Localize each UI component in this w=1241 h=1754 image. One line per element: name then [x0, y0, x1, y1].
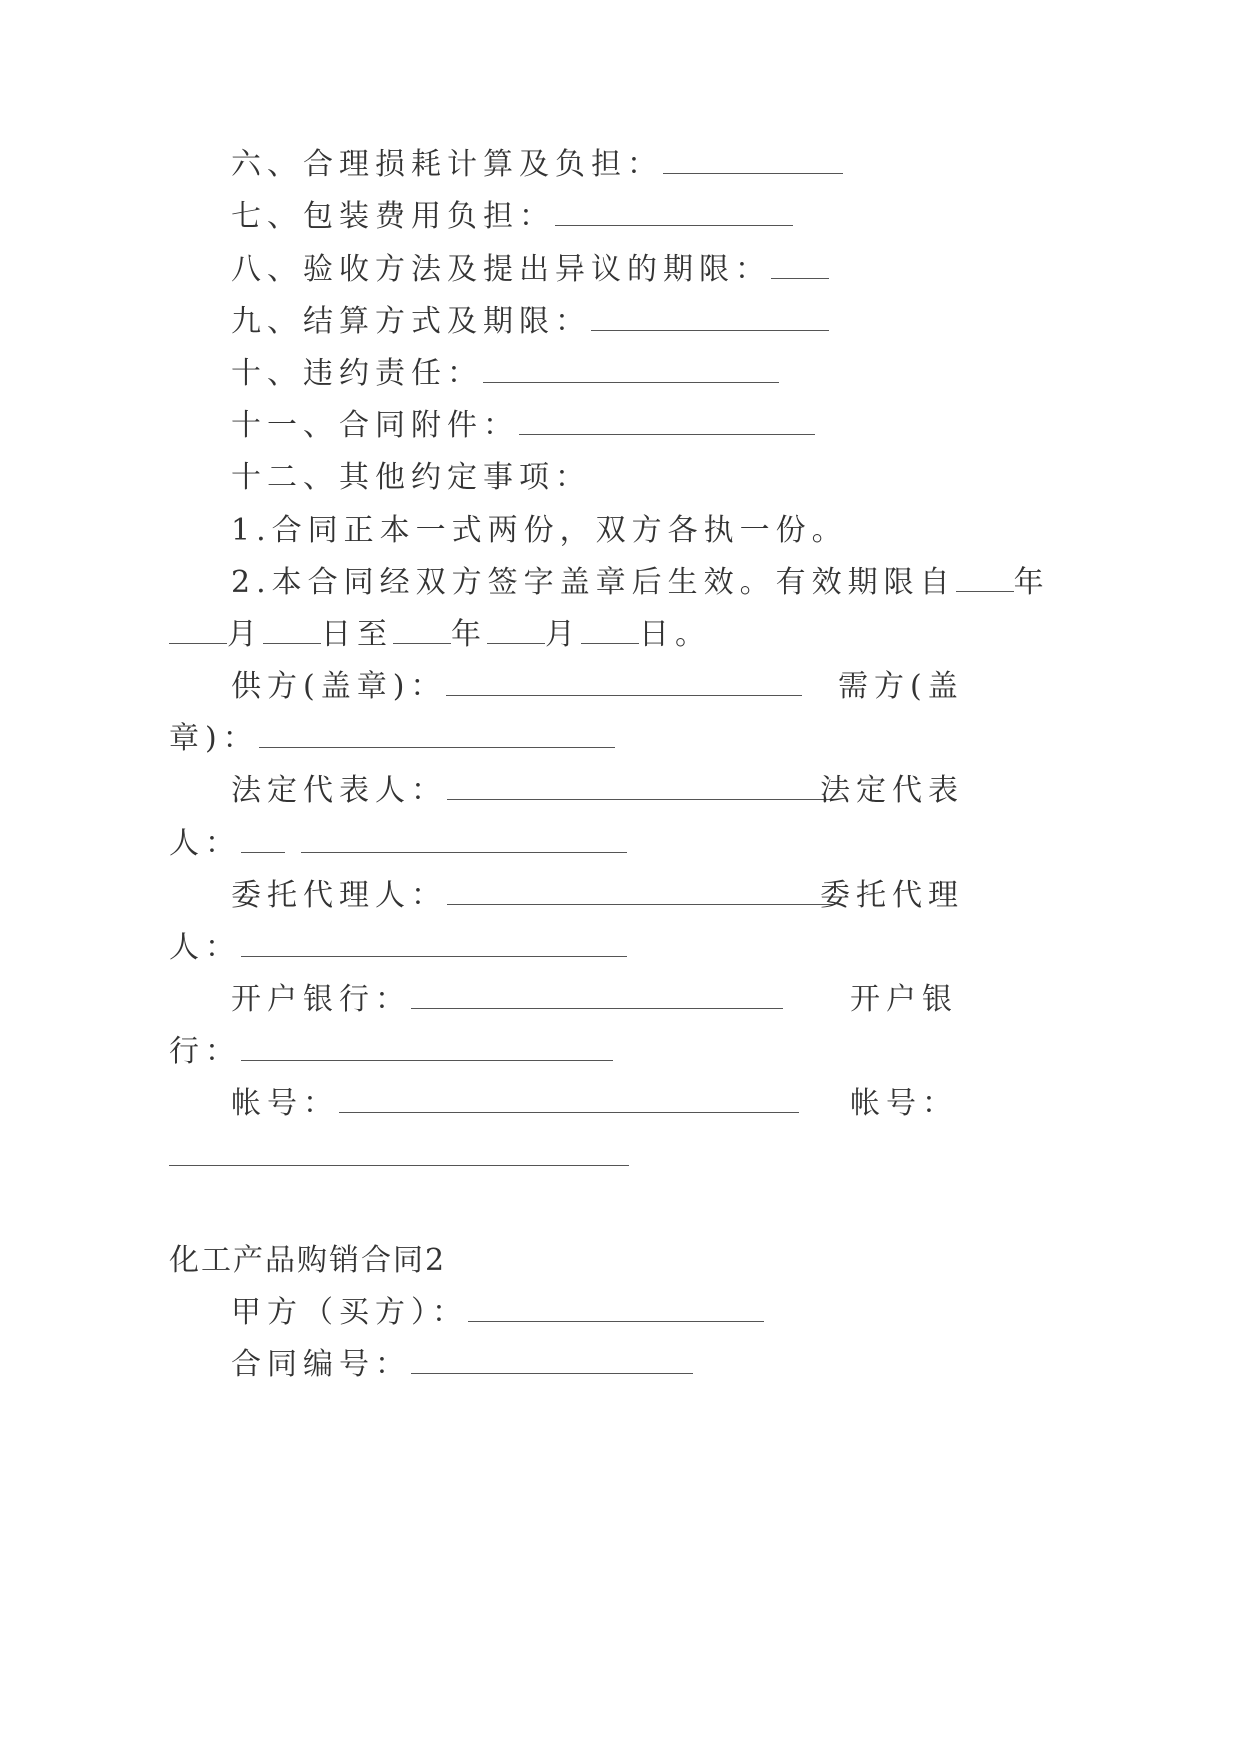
account-blank[interactable]	[339, 1086, 799, 1113]
account-line	[231, 1084, 799, 1124]
buyer-legal-rep-line	[169, 824, 627, 864]
legal-rep-right	[820, 771, 964, 811]
month-label-2: 月	[545, 617, 581, 652]
legal-rep-blank[interactable]	[447, 773, 833, 800]
bank-blank[interactable]	[411, 982, 783, 1009]
bank-label: 开户银行：	[231, 982, 411, 1017]
agent-line	[231, 876, 833, 916]
clause-6-blank[interactable]	[663, 147, 843, 174]
party-a-line	[231, 1293, 764, 1333]
buyer-seal-line	[169, 719, 615, 759]
end-day-blank[interactable]	[581, 617, 639, 644]
clause-11-blank[interactable]	[519, 408, 815, 435]
clause-11-label: 十一、合同附件：	[231, 408, 519, 443]
buyer-seal-blank[interactable]	[259, 721, 615, 748]
buyer-bank-label-cont: 行：	[169, 1034, 241, 1069]
contract-no-label: 合同编号：	[231, 1347, 411, 1382]
buyer-legal-rep-label: 法定代表	[820, 773, 964, 808]
start-month-blank[interactable]	[169, 617, 227, 644]
clause-10-blank[interactable]	[483, 356, 779, 383]
buyer-account-label: 帐号：	[850, 1086, 958, 1121]
supplier-seal-label: 供方(盖章)：	[231, 669, 447, 704]
buyer-agent-label: 委托代理	[820, 878, 964, 913]
end-year-blank[interactable]	[393, 617, 451, 644]
buyer-account-line	[169, 1137, 629, 1177]
buyer-bank-line	[169, 1032, 613, 1072]
day-to-label: 日至	[321, 617, 393, 652]
clause-9-blank[interactable]	[591, 304, 829, 331]
buyer-seal-label: 需方(盖	[838, 669, 964, 704]
buyer-agent-blank[interactable]	[241, 930, 627, 957]
contract-no-line	[231, 1345, 693, 1385]
clause-8	[231, 250, 829, 290]
buyer-bank-blank[interactable]	[241, 1034, 613, 1061]
clause-6	[231, 145, 843, 185]
clause-8-label: 八、验收方法及提出异议的期限：	[231, 252, 771, 287]
buyer-legal-rep-blank-a[interactable]	[241, 826, 285, 853]
clause-8-blank[interactable]	[771, 252, 829, 279]
second-contract-title-text: 化工产品购销合同2	[169, 1243, 447, 1278]
buyer-seal-label-cont: 章)：	[169, 721, 259, 756]
buyer-bank-label: 开户银	[850, 982, 958, 1017]
bank-line	[231, 980, 783, 1020]
account-right	[850, 1084, 958, 1124]
agent-right	[820, 876, 964, 916]
clause-6-label: 六、合理损耗计算及负担：	[231, 147, 663, 182]
party-a-blank[interactable]	[468, 1295, 764, 1322]
supplier-seal-line	[231, 667, 802, 707]
party-a-label: 甲方（买方）：	[231, 1295, 468, 1330]
clause-7-blank[interactable]	[555, 199, 793, 226]
term-2-line1	[231, 563, 1050, 603]
bank-right	[850, 980, 958, 1020]
clause-7-label: 七、包装费用负担：	[231, 199, 555, 234]
end-month-blank[interactable]	[487, 617, 545, 644]
clause-10	[231, 354, 779, 394]
clause-7	[231, 197, 793, 237]
clause-9-label: 九、结算方式及期限：	[231, 304, 591, 339]
agent-blank[interactable]	[447, 878, 833, 905]
month-label: 月	[227, 617, 263, 652]
legal-rep-line	[231, 771, 833, 811]
start-year-blank[interactable]	[956, 565, 1014, 592]
term-2-line2	[169, 615, 711, 655]
buyer-agent-line	[169, 928, 627, 968]
buyer-legal-rep-blank-b[interactable]	[301, 826, 627, 853]
day-end-label: 日。	[639, 617, 711, 652]
clause-12	[231, 458, 591, 498]
year-label: 年	[1013, 565, 1050, 600]
start-day-blank[interactable]	[263, 617, 321, 644]
year-label-2: 年	[451, 617, 487, 652]
buyer-agent-label-cont: 人：	[169, 930, 241, 965]
legal-rep-label: 法定代表人：	[231, 773, 447, 808]
term-1-text: 1.合同正本一式两份，双方各执一份。	[231, 513, 848, 548]
clause-10-label: 十、违约责任：	[231, 356, 483, 391]
clause-11	[231, 406, 815, 446]
buyer-account-blank[interactable]	[169, 1139, 629, 1166]
clause-9	[231, 302, 829, 342]
buyer-legal-rep-label-cont: 人：	[169, 826, 241, 861]
contract-no-blank[interactable]	[411, 1347, 693, 1374]
clause-12-label: 十二、其他约定事项：	[231, 460, 591, 495]
agent-label: 委托代理人：	[231, 878, 447, 913]
term-2-text: 2.本合同经双方签字盖章后生效。有效期限自	[231, 565, 956, 600]
buyer-seal-right	[838, 667, 964, 707]
account-label: 帐号：	[231, 1086, 339, 1121]
term-1	[231, 511, 848, 551]
supplier-seal-blank[interactable]	[446, 669, 802, 696]
second-contract-title	[169, 1241, 446, 1281]
